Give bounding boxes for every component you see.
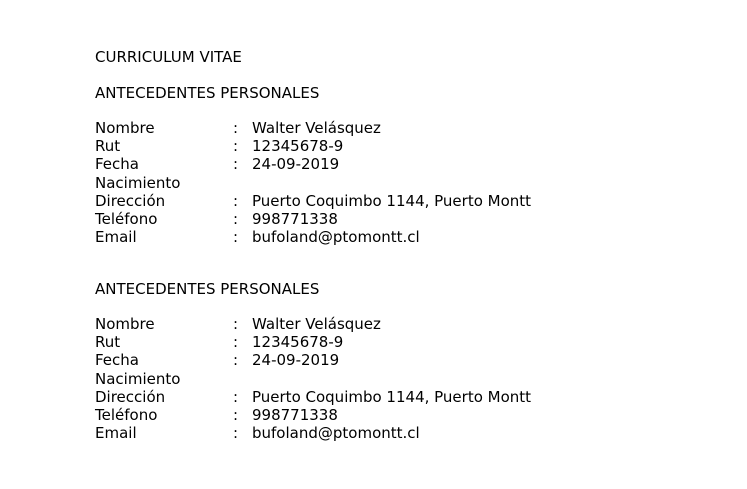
field-separator: : [233, 155, 239, 174]
field-value: Puerto Coquimbo 1144, Puerto Montt [252, 387, 532, 406]
field-value [252, 174, 715, 192]
field-separator [233, 174, 252, 192]
field-separator [233, 370, 252, 388]
field-row-rut [95, 333, 715, 351]
field-label: Dirección [95, 191, 166, 210]
field-row-birth-date [95, 155, 715, 173]
field-row-phone [95, 210, 715, 228]
field-label: Nombre [95, 119, 155, 137]
field-row-birth-date-continued [95, 174, 715, 192]
field-label: Rut [95, 333, 121, 352]
field-separator: : [233, 406, 239, 425]
field-label: Nacimiento [95, 173, 181, 192]
field-separator: : [233, 424, 239, 443]
field-separator: : [233, 228, 239, 247]
section-personal-data-1 [95, 83, 715, 246]
field-separator: : [233, 387, 239, 406]
field-row-address [95, 388, 715, 406]
section-personal-data-2 [95, 279, 715, 442]
field-label: Teléfono [95, 210, 158, 229]
field-list [95, 119, 715, 246]
field-label: Email [95, 424, 137, 443]
field-separator: : [233, 119, 239, 137]
field-row-email [95, 228, 715, 246]
field-value: 24-09-2019 [252, 155, 340, 174]
field-separator: : [233, 333, 239, 352]
field-row-address [95, 192, 715, 210]
field-value [252, 370, 715, 388]
field-label: Fecha [95, 351, 139, 370]
document-page [95, 47, 715, 443]
field-value: bufoland@ptomontt.cl [252, 424, 420, 443]
field-row-birth-date [95, 351, 715, 369]
field-list [95, 315, 715, 442]
field-row-name [95, 315, 715, 333]
field-separator: : [233, 191, 239, 210]
field-value: Puerto Coquimbo 1144, Puerto Montt [252, 191, 532, 210]
field-label: Teléfono [95, 406, 158, 425]
document-title: CURRICULUM VITAE [95, 48, 242, 66]
field-label: Nombre [95, 315, 155, 333]
field-label: Rut [95, 137, 121, 156]
field-value: 12345678-9 [252, 137, 344, 156]
field-separator: : [233, 315, 239, 333]
section-heading: ANTECEDENTES PERSONALES [95, 84, 320, 102]
field-row-email [95, 424, 715, 442]
field-value: Walter Velásquez [252, 119, 381, 137]
field-value: 998771338 [252, 210, 338, 229]
field-separator: : [233, 351, 239, 370]
field-value: bufoland@ptomontt.cl [252, 228, 420, 247]
field-row-name [95, 119, 715, 137]
field-value: 12345678-9 [252, 333, 344, 352]
field-label: Nacimiento [95, 369, 181, 388]
field-label: Email [95, 228, 137, 247]
section-heading: ANTECEDENTES PERSONALES [95, 280, 320, 298]
field-value: 24-09-2019 [252, 351, 340, 370]
field-value: Walter Velásquez [252, 315, 381, 333]
field-row-phone [95, 406, 715, 424]
field-row-birth-date-continued [95, 370, 715, 388]
field-separator: : [233, 210, 239, 229]
field-value: 998771338 [252, 406, 338, 425]
field-label: Fecha [95, 155, 139, 174]
field-separator: : [233, 137, 239, 156]
field-row-rut [95, 137, 715, 155]
field-label: Dirección [95, 387, 166, 406]
